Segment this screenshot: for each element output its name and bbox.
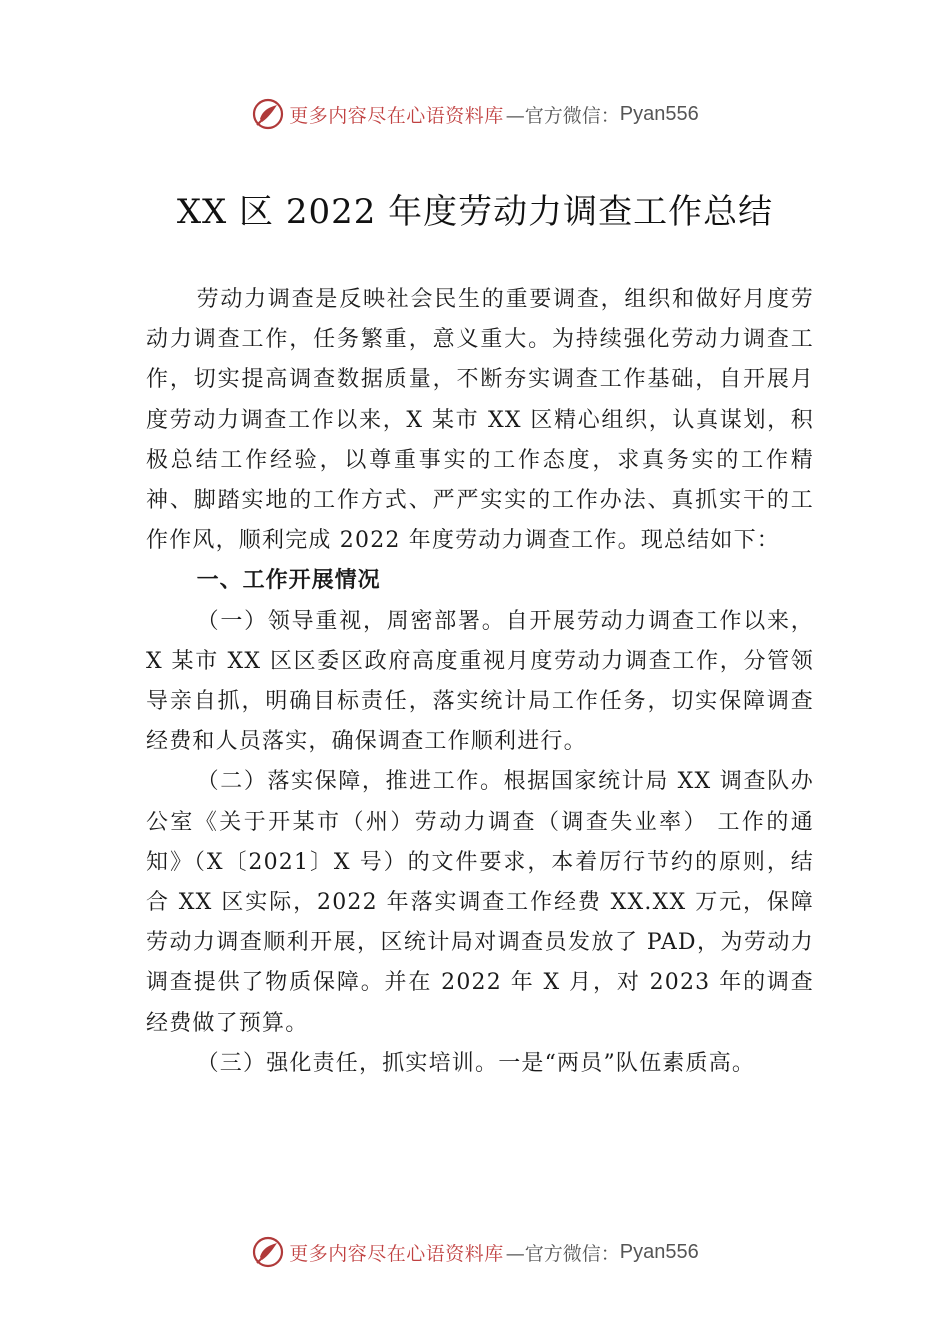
brand-logo-icon — [251, 1235, 285, 1269]
intro-paragraph: 劳动力调查是反映社会民生的重要调查，组织和做好月度劳动力调查工作，任务繁重，意义重大。为持续强化劳动力调查工作，切实提高调查数据质量，不断夯实调查工作基础，自开展月度劳动力调查工作以来，X 某市 XX 区精心组织，认真谋划，积极总结工作经验，以尊重事实的工作态度，求真务实的工作精神、脚踏实地的工作方式、严严实实的工作办法、真抓实干的工作作风，顺利完成 2022 年度劳动力调查工作。现总结如下： — [146, 287, 814, 554]
watermark-footer — [0, 1232, 950, 1272]
watermark-wechat-id: Pyan556 — [619, 1240, 699, 1263]
brand-logo-icon — [251, 97, 285, 131]
watermark-brand: 更多内容尽在心语资料库 — [289, 104, 504, 127]
watermark-wechat-id: Pyan556 — [619, 102, 699, 125]
document-body — [146, 280, 814, 1084]
watermark-brand: 更多内容尽在心语资料库 — [289, 1242, 504, 1265]
paragraph-funding: （二）落实保障，推进工作。根据国家统计局 XX 调查队办公室《关于开某市（州）劳动力调查（调查失业率） 工作的通知》（X〔2021〕X 号）的文件要求，本着厉行节约的原则，结合 XX 区实际，2022 年落实调查工作经费 XX.XX 万元，保障劳动力调查顺利开展，区统计局对调查员发放了 PAD，为劳动力调查提供了物质保障。并在 2022 年 X 月，对 2023 年的调查经费做了预算。 — [146, 769, 814, 1036]
watermark-header — [0, 94, 950, 134]
section-heading: 一、工作开展情况 — [196, 568, 381, 594]
watermark-separator: —官方微信： — [505, 1242, 620, 1265]
paragraph-leadership: （一）领导重视，周密部署。自开展劳动力调查工作以来，X 某市 XX 区区委区政府高度重视月度劳动力调查工作，分管领导亲自抓，明确目标责任，落实统计局工作任务，切实保障调查经费和人员落实，确保调查工作顺利进行。 — [146, 608, 814, 755]
document-title: XX 区 2022 年度劳动力调查工作总结 — [176, 192, 774, 232]
watermark-separator: —官方微信： — [505, 104, 620, 127]
paragraph-training: （三）强化责任，抓实培训。一是“两员”队伍素质高。 — [196, 1050, 756, 1076]
